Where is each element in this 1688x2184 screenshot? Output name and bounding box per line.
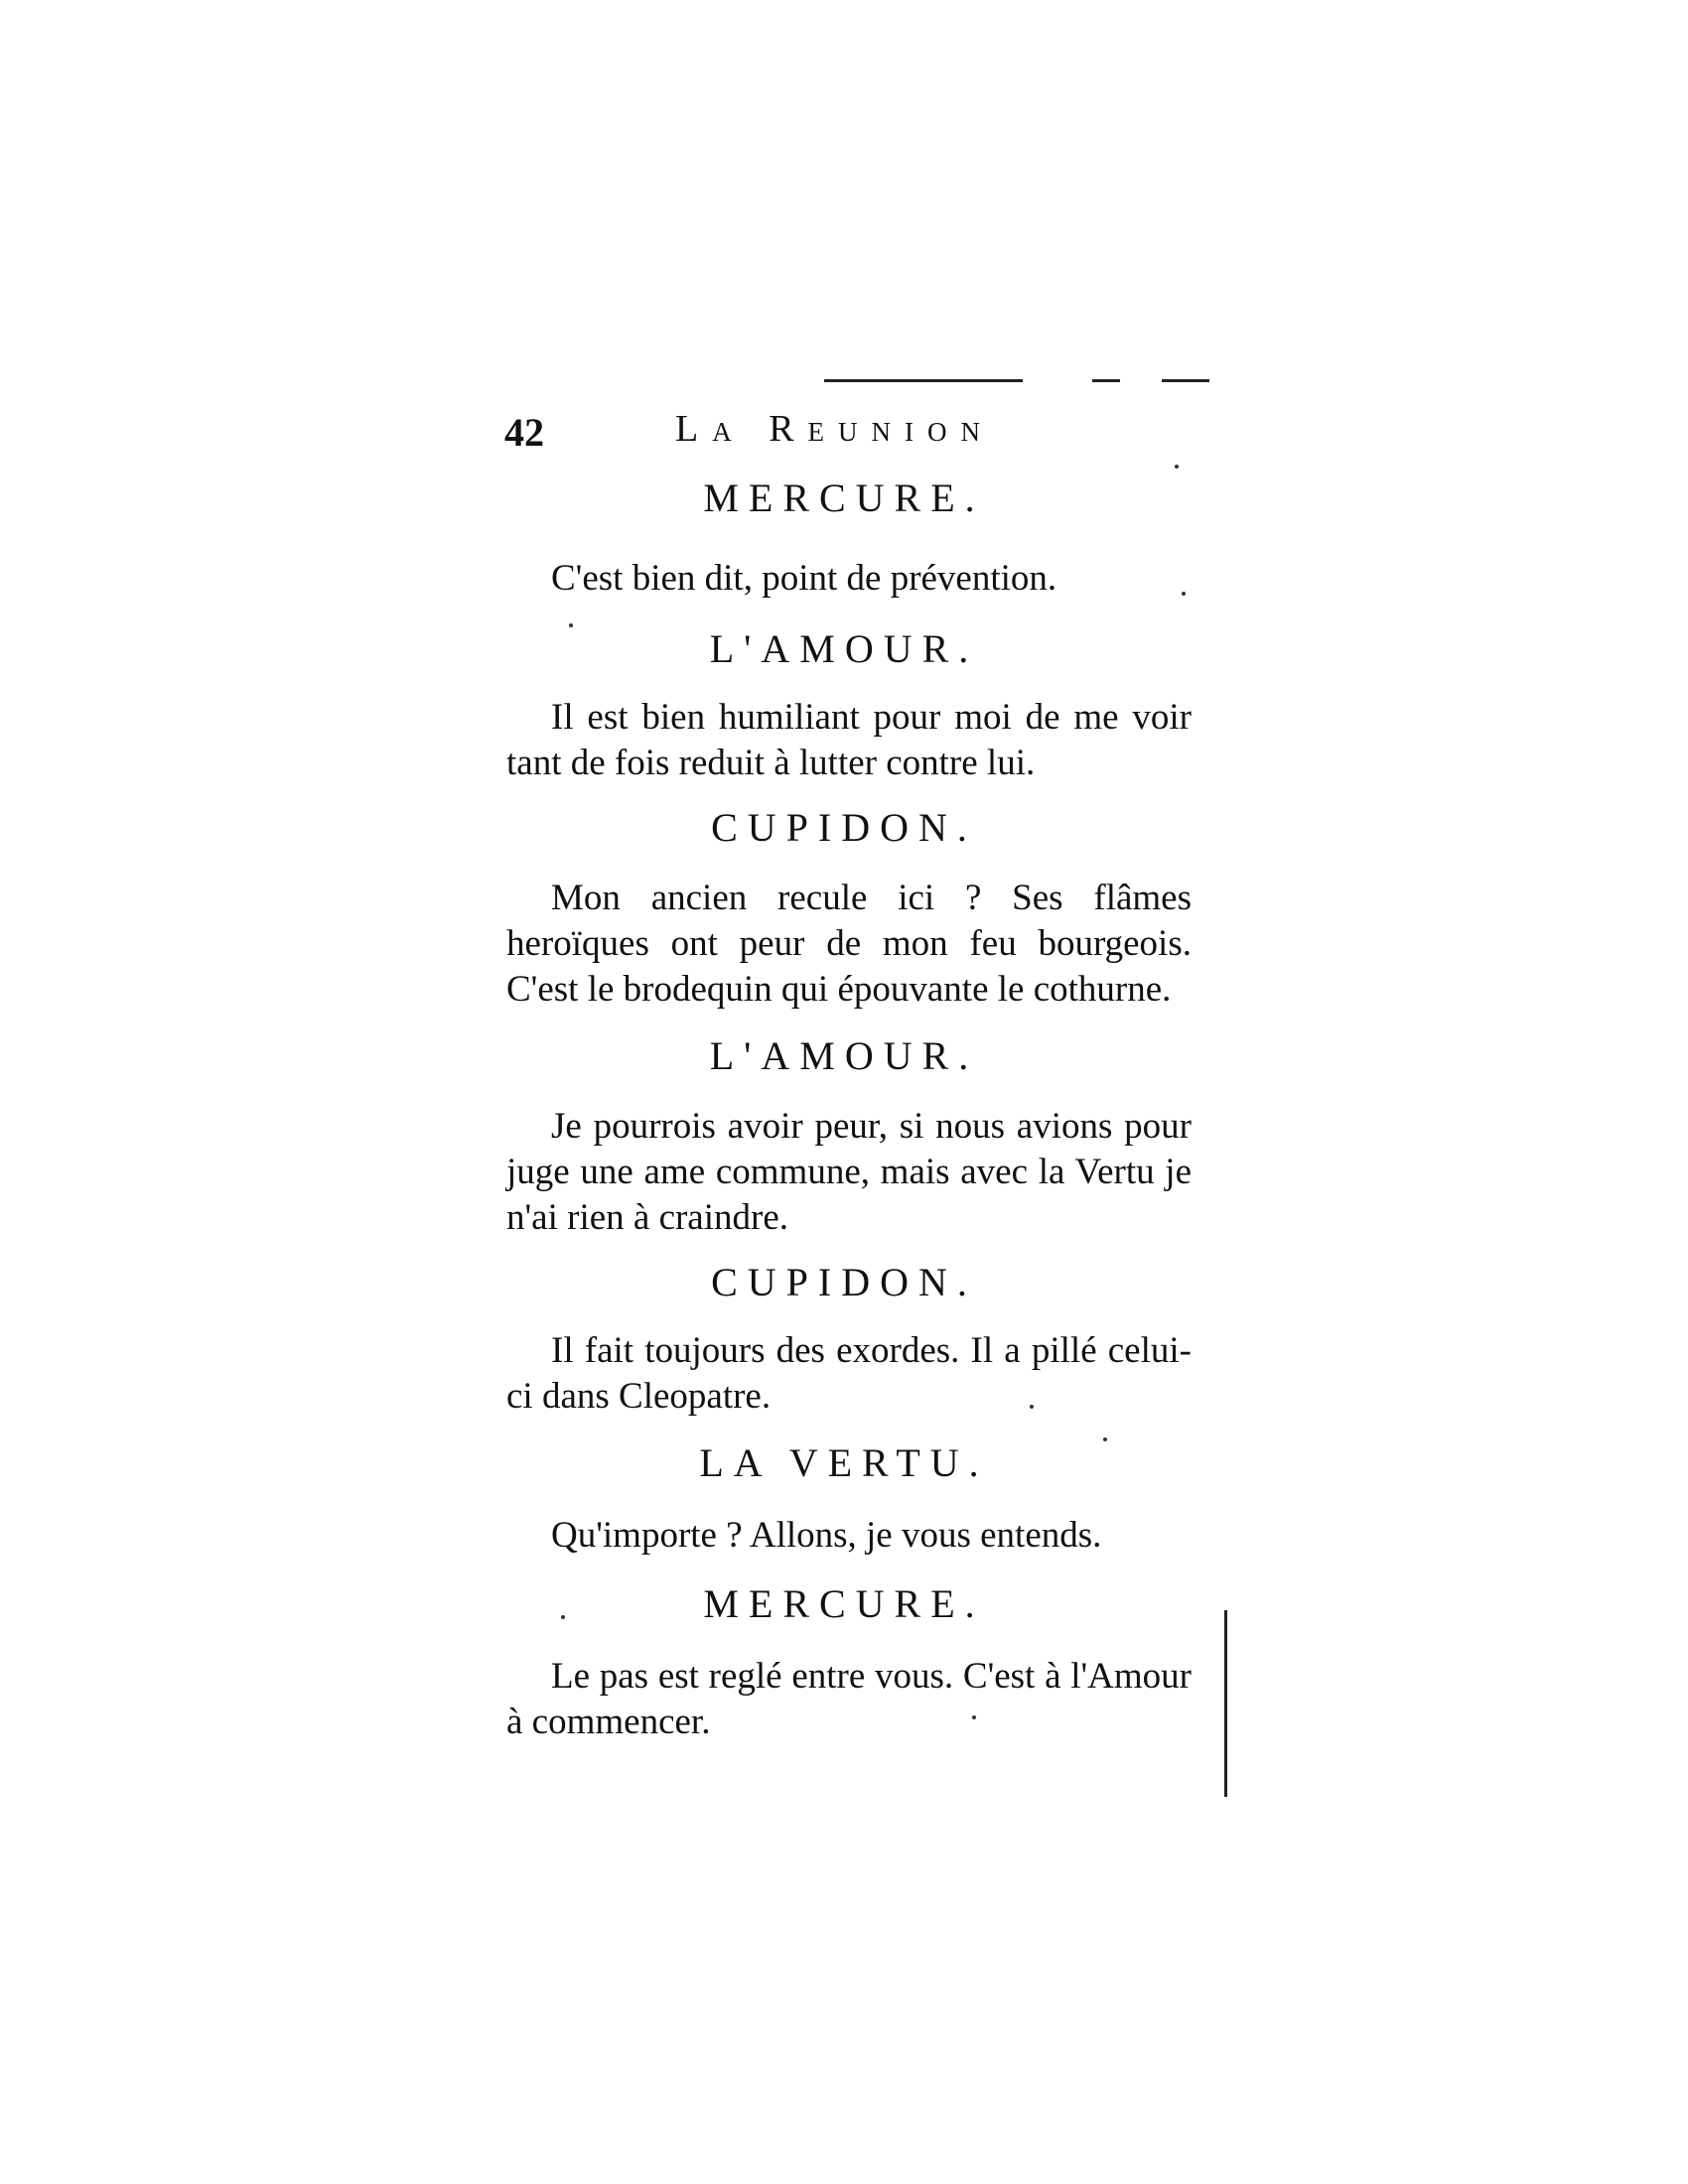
scan-speck [1103,1437,1107,1441]
speaker-heading: L'AMOUR. [709,626,979,671]
top-rule [1092,379,1120,382]
scan-speck [972,1715,976,1719]
speaker-heading: CUPIDON. [711,1260,977,1304]
speaker-heading: MERCURE. [703,1581,985,1626]
speech-text: Qu'importe ? Allons, je vous entends. [551,1515,1102,1556]
scan-speck [1030,1405,1034,1409]
speech-text: Je pourrois avoir peur, si nous avions pour juge une ame commune, mais avec la Vertu je n'ai rien à craindre. [506,1106,1192,1238]
speech-text: Il est bien humiliant pour moi de me voir tant de fois reduit à lutter contre lui. [506,697,1192,783]
scan-speck [569,623,573,627]
speaker-heading: MERCURE. [703,476,985,520]
speech-text: Mon ancien recule ici ? Ses flâmes heroïques ont peur de mon feu bourgeois. C'est le brodequin qui épouvante le cothurne. [506,878,1192,1010]
speech-text: C'est bien dit, point de prévention. [551,558,1057,599]
speech-text: Le pas est reglé entre vous. C'est à l'Amour à commencer. [506,1656,1192,1742]
scan-speck [561,1615,565,1619]
running-title: La Reunion [675,408,995,450]
top-rule [824,379,1023,382]
scan-speck [1175,465,1179,469]
page-number: 42 [504,410,544,455]
margin-rule [1224,1610,1227,1797]
speech-text: Il fait toujours des exordes. Il a pillé celui-ci dans Cleopatre. [506,1330,1192,1417]
top-rule [1162,379,1209,382]
speaker-heading: LA VERTU. [699,1440,989,1485]
speaker-heading: CUPIDON. [711,805,977,850]
speaker-heading: L'AMOUR. [709,1033,979,1078]
scan-speck [1182,592,1186,596]
